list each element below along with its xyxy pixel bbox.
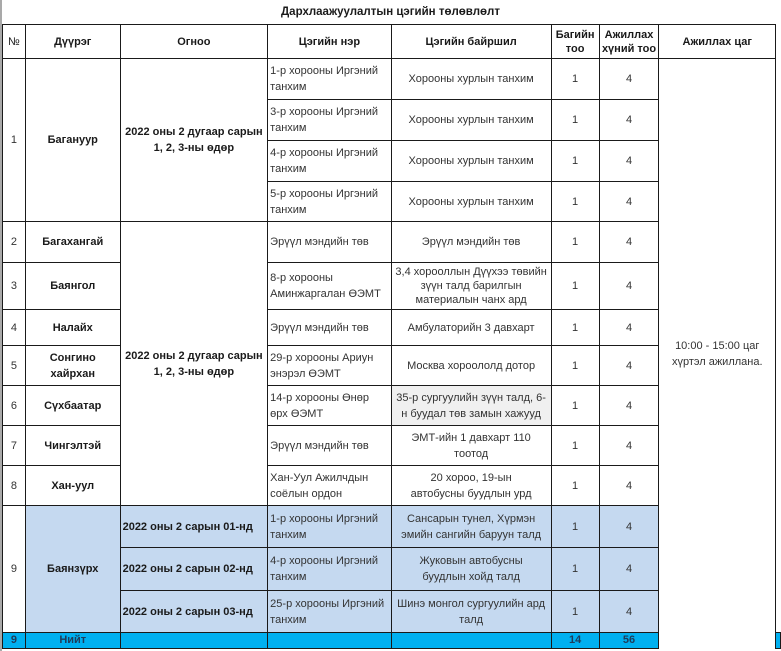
row-no: 5 (3, 346, 26, 386)
total-date-empty (120, 633, 268, 649)
district-cell: Хан-уул (25, 466, 120, 506)
row-no: 1 (3, 59, 26, 222)
point-location-cell: Эрүүл мэндийн төв (391, 222, 551, 263)
date-cell: 2022 оны 2 сарын 01-нд (120, 506, 268, 548)
staff-count-cell: 4 (599, 59, 659, 100)
total-label: Нийт (25, 633, 120, 649)
header-row (3, 25, 781, 59)
point-name-cell: 8-р хорооны Аминжаргалан ӨЭМТ (268, 263, 391, 310)
header-district: Дүүрэг (25, 25, 120, 59)
district-cell: Баянгол (25, 263, 120, 310)
staff-count-cell: 4 (599, 591, 659, 633)
staff-count-cell: 4 (599, 182, 659, 222)
team-count-cell: 1 (551, 141, 599, 182)
row-no: 7 (3, 426, 26, 466)
staff-count-cell: 4 (599, 466, 659, 506)
point-name-cell: 14-р хорооны Өнөр өрх ӨЭМТ (268, 386, 391, 426)
header-team-count: Багийн тоо (551, 25, 599, 59)
staff-count-cell: 4 (599, 141, 659, 182)
district-cell: Багануур (25, 59, 120, 222)
point-location-cell: Амбулаторийн 3 давхарт (391, 310, 551, 346)
point-location-cell: Хорооны хурлын танхим (391, 141, 551, 182)
row-no: 8 (3, 466, 26, 506)
point-location-cell: Хорооны хурлын танхим (391, 182, 551, 222)
staff-count-cell: 4 (599, 100, 659, 141)
team-count-cell: 1 (551, 59, 599, 100)
date-cell: 2022 оны 2 дугаар сарын 1, 2, 3-ны өдөр (120, 59, 268, 222)
staff-count-cell: 4 (599, 263, 659, 310)
team-count-cell: 1 (551, 263, 599, 310)
team-count-cell: 1 (551, 548, 599, 591)
team-count-cell: 1 (551, 310, 599, 346)
vaccination-plan-table (2, 24, 781, 649)
point-name-cell: 4-р хорооны Иргэний танхим (268, 141, 391, 182)
total-staff-count: 56 (599, 633, 659, 649)
team-count-cell: 1 (551, 426, 599, 466)
team-count-cell: 1 (551, 100, 599, 141)
total-location-empty (391, 633, 551, 649)
point-name-cell: 1-р хорооны Иргэний танхим (268, 59, 391, 100)
work-hours-cell: 10:00 - 15:00 цаг хүртэл ажиллана. (659, 59, 776, 649)
district-cell: Багахангай (25, 222, 120, 263)
team-count-cell: 1 (551, 506, 599, 548)
table-row (3, 59, 781, 100)
point-location-cell: Шинэ монгол сургуулийн ард талд (391, 591, 551, 633)
point-name-cell: 4-р хорооны Иргэний танхим (268, 548, 391, 591)
document-title: Дархлаажуулалтын цэгийн төлөвлөлт (280, 6, 500, 18)
point-location-cell: 20 хороо, 19-ын автобусны буудлын урд (391, 466, 551, 506)
district-cell: Чингэлтэй (25, 426, 120, 466)
header-staff-count: Ажиллах хүний тоо (599, 25, 659, 59)
point-name-cell: Эрүүл мэндийн төв (268, 222, 391, 263)
staff-count-cell: 4 (599, 386, 659, 426)
staff-count-cell: 4 (599, 426, 659, 466)
total-hours-empty (776, 633, 781, 649)
team-count-cell: 1 (551, 222, 599, 263)
row-no: 6 (3, 386, 26, 426)
point-name-cell: 3-р хорооны Иргэний танхим (268, 100, 391, 141)
staff-count-cell: 4 (599, 506, 659, 548)
point-name-cell: Эрүүл мэндийн төв (268, 310, 391, 346)
header-date: Огноо (120, 25, 268, 59)
district-cell: Налайх (25, 310, 120, 346)
district-cell: Баянзүрх (25, 506, 120, 633)
point-location-cell: Сансарын тунел, Хүрмэн эмийн сангийн баруун талд (391, 506, 551, 548)
point-name-cell: 25-р хорооны Иргэний танхим (268, 591, 391, 633)
point-location-cell: 3,4 хорооллын Дүүхээ төвийн зүүн талд барилгын материалын чанх ард (391, 263, 551, 310)
header-no: № (3, 25, 26, 59)
row-no: 4 (3, 310, 26, 346)
team-count-cell: 1 (551, 386, 599, 426)
header-point-name: Цэгийн нэр (268, 25, 391, 59)
district-cell: Сонгино хайрхан (25, 346, 120, 386)
point-location-cell: ЭМТ-ийн 1 давхарт 110 тоотод (391, 426, 551, 466)
row-no: 2 (3, 222, 26, 263)
point-location-cell: Хорооны хурлын танхим (391, 59, 551, 100)
row-no: 9 (3, 506, 26, 633)
row-no: 3 (3, 263, 26, 310)
team-count-cell: 1 (551, 182, 599, 222)
point-name-cell: Хан-Уул Ажилчдын соёлын ордон (268, 466, 391, 506)
point-name-cell: Эрүүл мэндийн төв (268, 426, 391, 466)
date-cell: 2022 оны 2 сарын 02-нд (120, 548, 268, 591)
team-count-cell: 1 (551, 346, 599, 386)
date-cell: 2022 оны 2 дугаар сарын 1, 2, 3-ны өдөр (120, 222, 268, 506)
point-name-cell: 5-р хорооны Иргэний танхим (268, 182, 391, 222)
staff-count-cell: 4 (599, 548, 659, 591)
staff-count-cell: 4 (599, 346, 659, 386)
total-name-empty (268, 633, 391, 649)
staff-count-cell: 4 (599, 310, 659, 346)
point-location-cell: Москва хороололд дотор (391, 346, 551, 386)
staff-count-cell: 4 (599, 222, 659, 263)
point-name-cell: 29-р хорооны Ариун энэрэл ӨЭМТ (268, 346, 391, 386)
point-location-cell: 35-р сургуулийн зүүн талд, 6-н буудал төв замын хажууд (391, 386, 551, 426)
date-cell: 2022 оны 2 сарын 03-нд (120, 591, 268, 633)
team-count-cell: 1 (551, 591, 599, 633)
point-location-cell: Хорооны хурлын танхим (391, 100, 551, 141)
team-count-cell: 1 (551, 466, 599, 506)
header-work-hours: Ажиллах цаг (659, 25, 776, 59)
total-no: 9 (3, 633, 26, 649)
header-point-location: Цэгийн байршил (391, 25, 551, 59)
district-cell: Сүхбаатар (25, 386, 120, 426)
point-location-cell: Жуковын автобусны буудлын хойд талд (391, 548, 551, 591)
point-name-cell: 1-р хорооны Иргэний танхим (268, 506, 391, 548)
total-team-count: 14 (551, 633, 599, 649)
